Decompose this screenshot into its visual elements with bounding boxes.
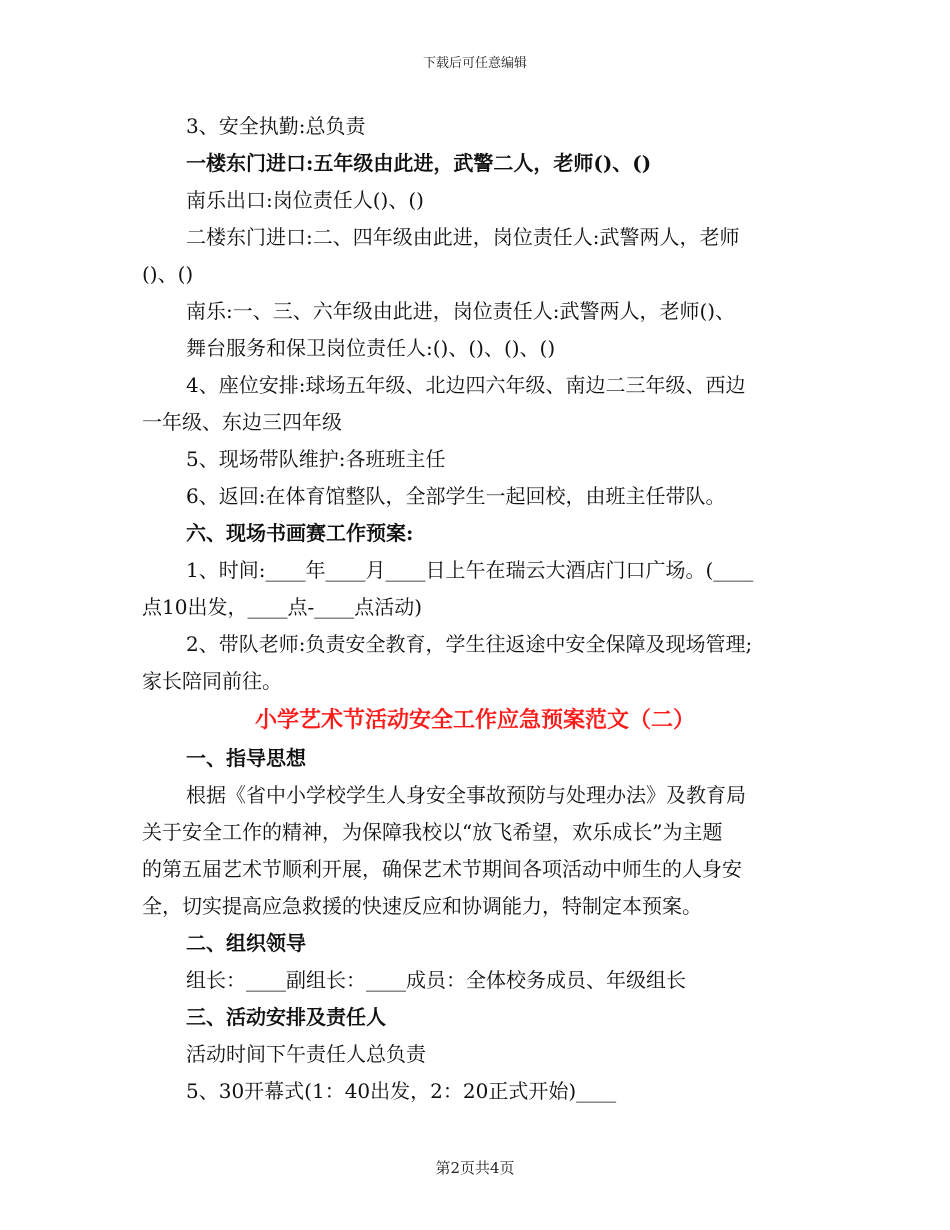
page-header: 下载后可任意编辑 [422, 56, 527, 71]
section-heading: 一、指导思想 [186, 746, 306, 770]
text-line: 6、返回:在体育馆整队，全部学生一起回校，由班主任带队。 [186, 484, 726, 508]
text-line: 南乐出口:岗位责任人()、() [186, 188, 424, 212]
document-title: 小学艺术节活动安全工作应急预案范文（二） [254, 707, 695, 733]
text-line: 活动时间下午责任人总负责 [186, 1042, 426, 1066]
section-heading: 三、活动安排及责任人 [186, 1005, 386, 1029]
section-heading: 二、组织领导 [186, 931, 306, 955]
text-line: 2、带队老师:负责安全教育，学生往返途中安全保障及现场管理; [186, 632, 753, 656]
page-footer: 第2页共4页 [435, 1159, 515, 1177]
text-line: 1、时间:____年____月____日上午在瑞云大酒店门口广场。(____ [186, 558, 754, 582]
paragraph-line: 全，切实提高应急救援的快速反应和协调能力，特制定本预案。 [142, 894, 702, 918]
text-line: ()、() [142, 262, 194, 286]
text-line: 5、现场带队维护:各班班主任 [186, 447, 446, 471]
document-body [142, 108, 808, 1110]
section-heading: 六、现场书画赛工作预案: [186, 521, 414, 545]
paragraph-line: 的第五届艺术节顺利开展，确保艺术节期间各项活动中师生的人身安 [142, 857, 742, 881]
text-line: 一年级、东边三四年级 [142, 410, 342, 434]
paragraph-line: 根据《省中小学校学生人身安全事故预防与处理办法》及教育局 [186, 783, 746, 807]
text-line: 舞台服务和保卫岗位责任人:()、()、()、() [186, 336, 556, 360]
text-line: 南乐:一、三、六年级由此进，岗位责任人:武警两人，老师()、 [186, 299, 736, 323]
text-line: 点10出发，____点-____点活动) [142, 595, 423, 619]
text-line: 组长：____副组长：____成员：全体校务成员、年级组长 [186, 968, 686, 992]
text-line: 4、座位安排:球场五年级、北边四六年级、南边二三年级、西边 [186, 373, 746, 397]
paragraph-line: 关于安全工作的精神，为保障我校以“放飞希望，欢乐成长”为主题 [142, 820, 723, 844]
text-line: 家长陪同前往。 [142, 669, 282, 693]
text-line: 5、30开幕式(1：40出发，2：20正式开始)____ [186, 1079, 617, 1103]
text-line: 二楼东门进口:二、四年级由此进，岗位责任人:武警两人，老师 [186, 225, 740, 249]
text-line: 一楼东门进口:五年级由此进，武警二人，老师()、() [186, 151, 652, 175]
text-line: 3、安全执勤:总负责 [186, 114, 366, 138]
